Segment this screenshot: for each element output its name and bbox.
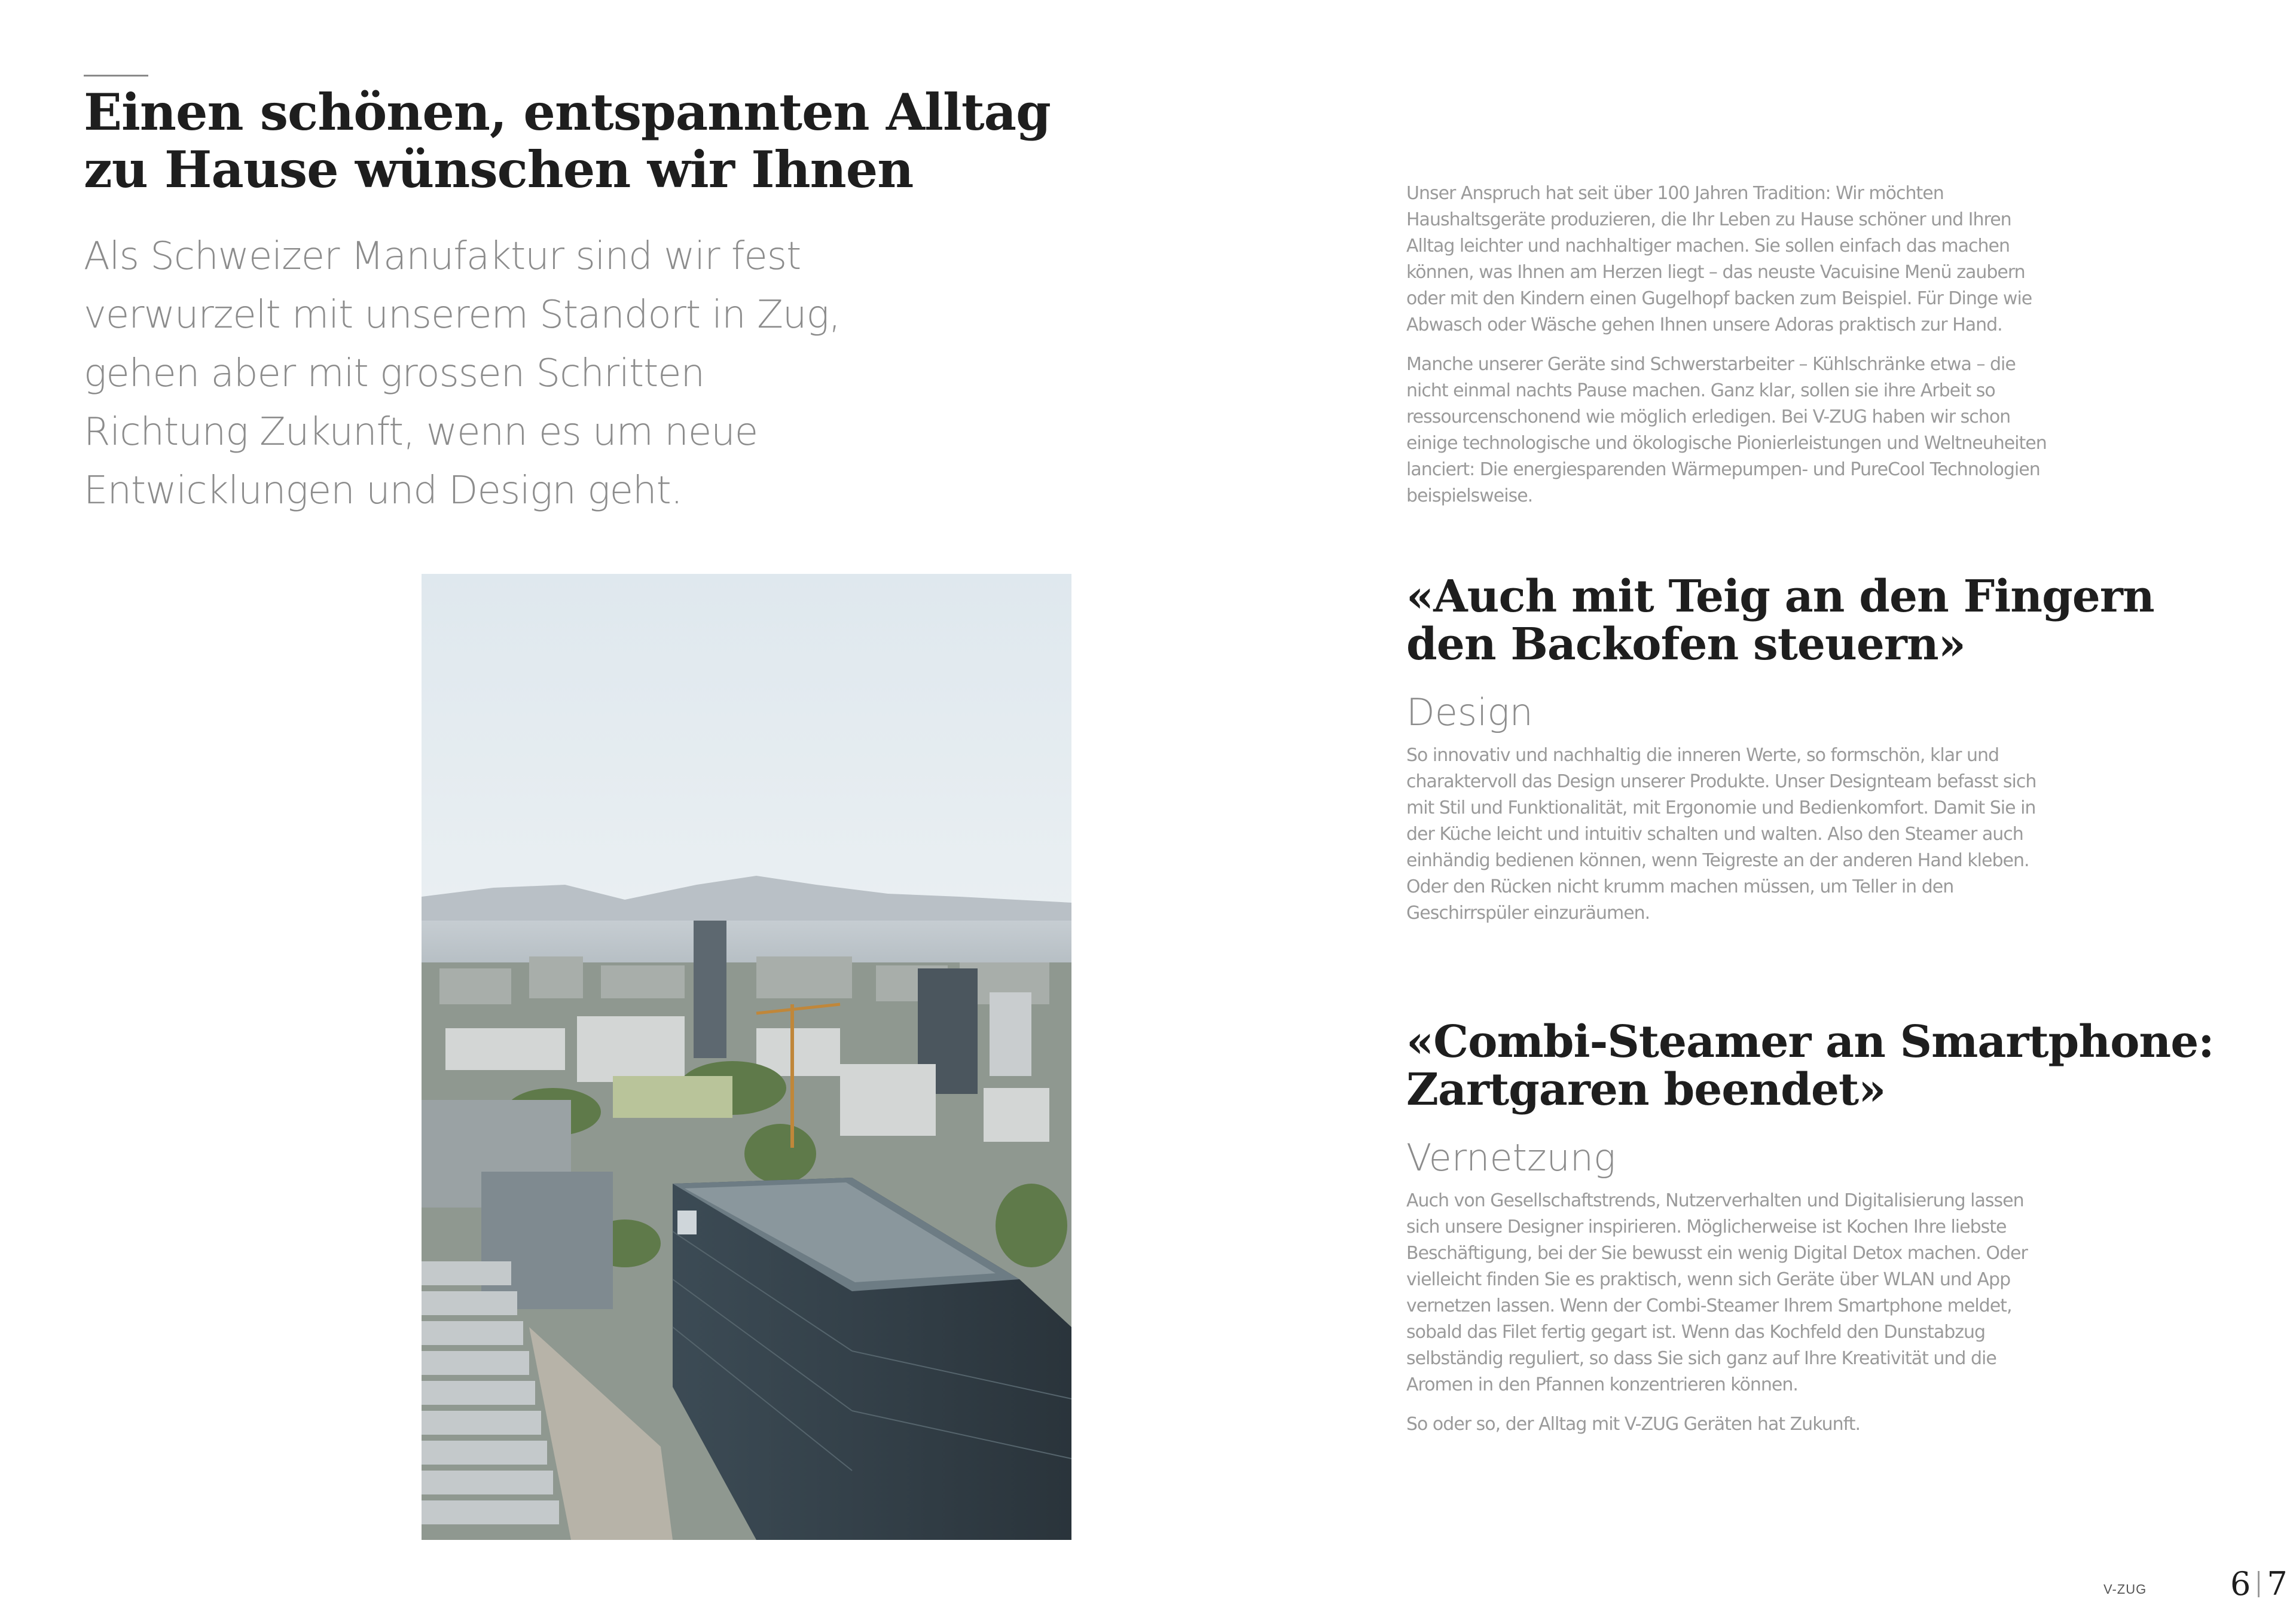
heading-line-2: zu Hause wünschen wir Ihnen [84,140,914,199]
vernetzung-quote-line-1: «Combi-Steamer an Smartphone: [1406,1016,2214,1068]
heading-rule [84,75,148,77]
heading-line-1: Einen schönen, entspannten Alltag [84,82,1051,142]
intro-text: Als Schweizer Manufaktur sind wir fest verwurzelt mit unserem Standort in Zug, gehen aber mit grossen Schritten Richtung Zukunft, wenn es um neue Entwicklungen und Design geht. [84,234,841,513]
vernetzung-subheading: Vernetzung [1406,1136,1616,1179]
vernetzung-quote-line-2: Zartgaren beendet» [1406,1064,1886,1115]
vernetzung-paragraph-1: Auch von Gesellschaftstrends, Nutzerverhalten und Digitalisierung lassen sich unsere Designer inspirieren. Möglicherweise ist Kochen Ihre liebste Beschäftigung, bei der Sie bewusst ein wenig Digital Detox machen. Oder vielleicht finden Sie es praktisch, wenn sich Geräte über WLAN und App vernetzen lassen. Wenn der Combi-Steamer Ihrem Smartphone meldet, sobald das Filet fertig gegart ist. Wenn das Kochfeld den Dunstabzug selbständig reguliert, so dass Sie sich ganz auf Ihre Kreativität und die Aromen in den Pfannen konzentrieren können. [1406,1190,2028,1395]
design-subheading: Design [1406,690,1533,734]
vernetzung-section [1406,1016,2214,1451]
tradition-section [1406,181,2058,522]
page-heading [84,82,1051,199]
design-quote [1406,571,2154,670]
footer-brand: V-ZUG [2103,1582,2147,1597]
city-photo [422,574,1071,1540]
design-paragraph: So innovativ und nachhaltig die inneren Werte, so formschön, klar und charaktervoll das Design unserer Produkte. Unser Designteam befasst sich mit Stil und Funktionalität, mit Ergonomie und Bedienkomfort. Damit Sie in der Küche leicht und intuitiv schalten und walten. Also den Steamer auch einhändig bedienen können, wenn Teigreste an der anderen Hand kleben. Oder den Rücken nicht krumm machen müssen, um Teller in den Geschirrspüler einzuräumen. [1406,745,2037,924]
tradition-paragraph-2: Manche unserer Geräte sind Schwerstarbeiter – Kühlschränke etwa – die nicht einmal nachts Pause machen. Ganz klar, sollen sie ihre Arbeit so ressourcenschonend wie möglich erledigen. Bei V-ZUG haben wir schon einige technologische und ökologische Pionierleistungen und Weltneuheiten lanciert: Die energiesparenden Wärmepumpen- und PureCool Technologien beispielsweise. [1406,354,2047,506]
vernetzung-paragraph-2: So oder so, der Alltag mit V-ZUG Geräten hat Zukunft. [1406,1414,1861,1435]
page-number-left: 6 [2230,1565,2251,1603]
page-number-divider [2258,1571,2260,1597]
design-quote-line-2: den Backofen steuern» [1406,619,1965,670]
design-section [1406,571,2154,940]
vernetzung-quote [1406,1016,2214,1115]
tradition-paragraph-1: Unser Anspruch hat seit über 100 Jahren Tradition: Wir möchten Haushaltsgeräte produzieren, die Ihr Leben zu Hause schöner und Ihren Alltag leichter und nachhaltiger machen. Sie sollen einfach das machen können, was Ihnen am Herzen liegt – das neuste Vacuisine Menü zaubern oder mit den Kindern einen Gugelhopf backen zum Beispiel. Für Dinge wie Abwasch oder Wäsche gehen Ihnen unsere Adoras praktisch zur Hand. [1406,183,2032,335]
design-quote-line-1: «Auch mit Teig an den Fingern [1406,571,2154,622]
page-numbers [2230,1565,2288,1603]
page-number-right: 7 [2267,1565,2288,1603]
